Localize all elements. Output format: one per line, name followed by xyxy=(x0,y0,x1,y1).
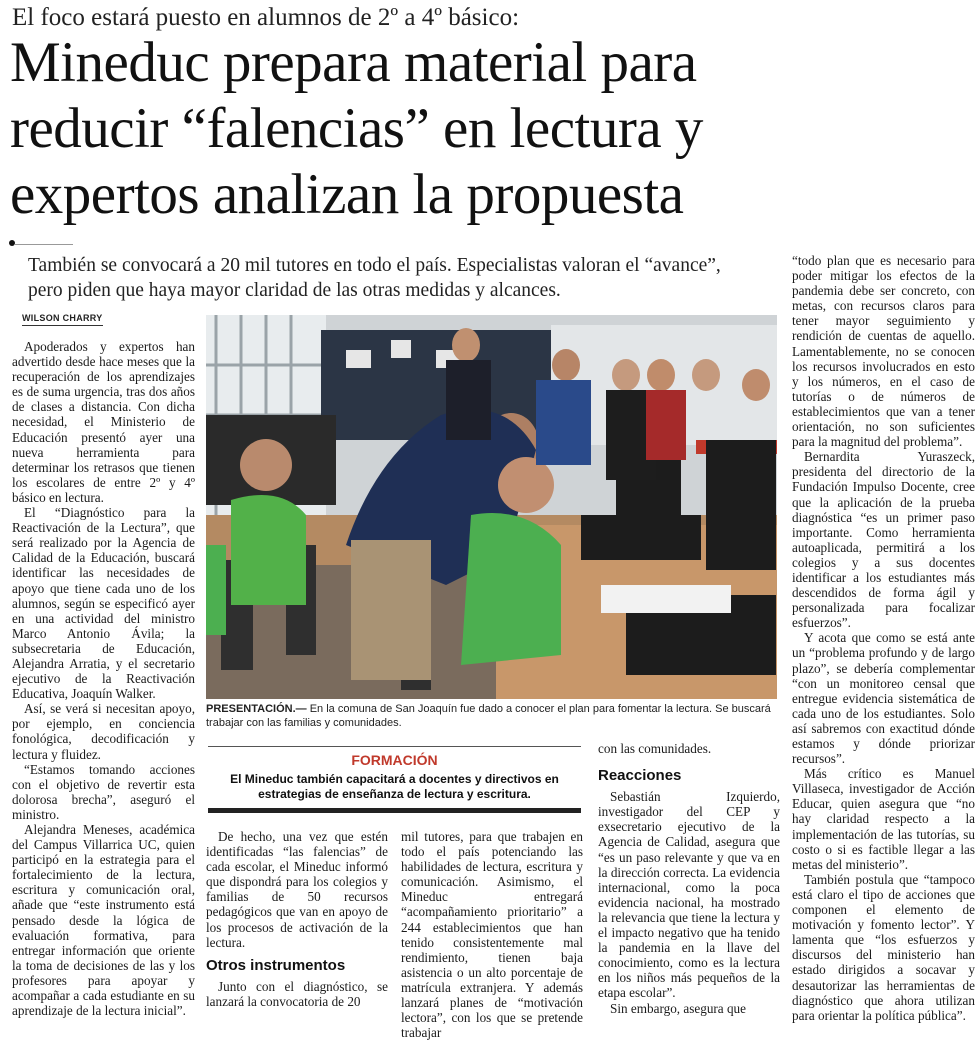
kicker: El foco estará puesto en alumnos de 2º a 4º básico: xyxy=(12,4,520,31)
headline xyxy=(10,30,810,228)
bullet-dot xyxy=(9,240,15,246)
headline-line-3: expertos analizan la propuesta xyxy=(10,163,684,226)
article-column-3 xyxy=(401,829,583,1040)
paragraph: Alejandra Meneses, académica del Campus Villarrica UC, quien participó en la estrategia para el fortalecimiento de la lectura, escritura y comunicación oral, añade que “este instrumento está pensado desde la lógica de evaluación formativa, para entregar información que oriente la toma de decisiones de las y los profesores para apoyar y acompañar a cada estudiante en su aprendizaje de la lectura inicial”. xyxy=(12,822,195,1019)
caption-text: En la comuna de San Joaquín fue dado a conocer el plan para fomentar la lectura. Se buscará trabajar con las familias y comunidades. xyxy=(206,703,771,729)
box-top-rule xyxy=(208,746,581,747)
paragraph: “Estamos tomando acciones con el objetivo de revertir esta dolorosa brecha”, aseguró el ministro. xyxy=(12,761,195,822)
article-column-4 xyxy=(598,741,780,1016)
news-photo xyxy=(206,315,777,699)
subheadline: También se convocará a 20 mil tutores en todo el país. Especialistas valoran el “avance”, pero piden que haya mayor claridad de las otras medidas y alcances. xyxy=(28,255,721,301)
paragraph: mil tutores, para que trabajen en todo el país potenciando las habilidades de lectura, escritura y comunicación. Asimismo, el Mineduc entregará “acompañamiento prioritario” a 244 establecimientos que han tenido consistentemente mal rendimiento, tienen baja asistencia o un alto porcentaje de matrícula extranjera. Y además lanzará planes de “motivación lectora”, con los que se pretende trabajar xyxy=(401,829,583,1040)
classroom-photo xyxy=(206,315,777,699)
paragraph: Así, se verá si necesitan apoyo, por ejemplo, en conciencia fonológica, decodificación y lectura y fluidez. xyxy=(12,701,195,762)
paragraph: Sin embargo, asegura que xyxy=(610,1000,746,1016)
article-column-5 xyxy=(792,253,975,1023)
caption-label: PRESENTACIÓN.— xyxy=(206,703,307,715)
photo-caption xyxy=(206,702,777,730)
box-title: FORMACIÓN xyxy=(351,752,438,768)
headline-line-1: Mineduc prepara material para xyxy=(10,31,697,94)
paragraph: Bernardita Yuraszeck, presidenta del directorio de la Fundación Impulso Docente, cree que la aplicación de la prueba diagnóstica “es un primer paso importante. Como herramienta autoaplicada, permitirá a los colegios y a sus docentes identificar a los estudiantes más descendidos de forma ágil y personalizada para focalizar esfuerzos”. xyxy=(792,449,975,631)
paragraph: El “Diagnóstico para la Reactivación de la Lectura”, que será realizado por la Agencia de Calidad de la Educación, buscará identificar las necesidades de apoyo que tiene cada uno de los alumnos, según se especificó ayer en una actividad del ministro Marco Antonio Ávila; la subsecretaria de Educación, Alejandra Arratia, y el secretario ejecutivo de la Reactivación Educativa, Joaquín Walker. xyxy=(12,505,195,702)
section-heading: Reacciones xyxy=(598,767,682,785)
paragraph: Más crítico es Manuel Villaseca, investigador de Acción Educar, quien asegura que “no hay claridad respecto a la implementación de las tutorías, su costo o si es factible llegar a las metas del ministerio”. xyxy=(792,766,975,872)
paragraph: Y acota que como se está ante un “problema profundo y de largo plazo”, se debería complementar “con un monitoreo censal que entregue evidencia sistemática de cada uno de los estudiantes. Solo así sabremos con exactitud dónde estamos y dónde priorizar recursos”. xyxy=(792,630,975,767)
article-column-1 xyxy=(12,339,195,1018)
section-heading: Otros instrumentos xyxy=(206,956,346,974)
headline-line-2: reducir “falencias” en lectura y xyxy=(10,97,703,160)
article-column-2 xyxy=(206,829,388,1009)
paragraph: Junto con el diagnóstico, se lanzará la convocatoria de 20 xyxy=(206,978,388,1009)
paragraph: De hecho, una vez que estén identificadas “las falencias” de cada escolar, el Mineduc informó que dispondrá para los colegios y familias de 50 recursos pedagógicos que van en apoyo de los procesos de activación de la lectura. xyxy=(206,829,388,950)
box-text: El Mineduc también capacitará a docentes y directivos en estrategias de enseñanza de lectura y escritura. xyxy=(230,772,559,801)
box-bottom-bar xyxy=(208,808,581,813)
paragraph: Apoderados y expertos han advertido desde hace meses que la recuperación de los aprendizajes es de suma urgencia, tras dos años de clases a distancia. Con dicha necesidad, el Ministerio de Educación presentó ayer una nueva herramienta para determinar los retrasos que tienen los escolares de entre 2º y 4º básico en lectura. xyxy=(12,339,195,505)
paragraph: También postula que “tampoco está claro el tipo de acciones que componen el elemento de motivación y fomento lector”. Y lamenta que “los esfuerzos y discursos del ministerio han estado dirigidos a socavar y desautorizar las herramientas de diagnóstico que ahora utilizan para orientar la política pública”. xyxy=(792,871,975,1023)
paragraph: “todo plan que es necesario para poder mitigar los efectos de la pandemia debe ser concreto, con metas, con recursos claros para tener mayor seguimiento y rendición de cuentas de aquello. Lamentablemente, no se conocen los recursos involucrados en esto y los números, en el caso de tutorías o de números de establecimientos que van a tener orientación, no son suficientes para la magnitud del problema”. xyxy=(792,253,975,450)
paragraph: con las comunidades. xyxy=(598,741,712,756)
paragraph: Sebastián Izquierdo, investigador del CEP y exsecretario ejecutivo de la Agencia de Calidad, asegura que “es un paso relevante y que va en la dirección correcta. La evidencia internacional, como la poca evidencia nacional, ha mostrado la relevancia que tiene la lectura y el impacto negativo que ha tenido la pandemia en la llave del conocimiento, como es la lectura en los niños más pequeños de la etapa escolar”. xyxy=(598,789,780,1001)
divider xyxy=(15,244,73,245)
byline: WILSON CHARRY xyxy=(22,313,103,326)
